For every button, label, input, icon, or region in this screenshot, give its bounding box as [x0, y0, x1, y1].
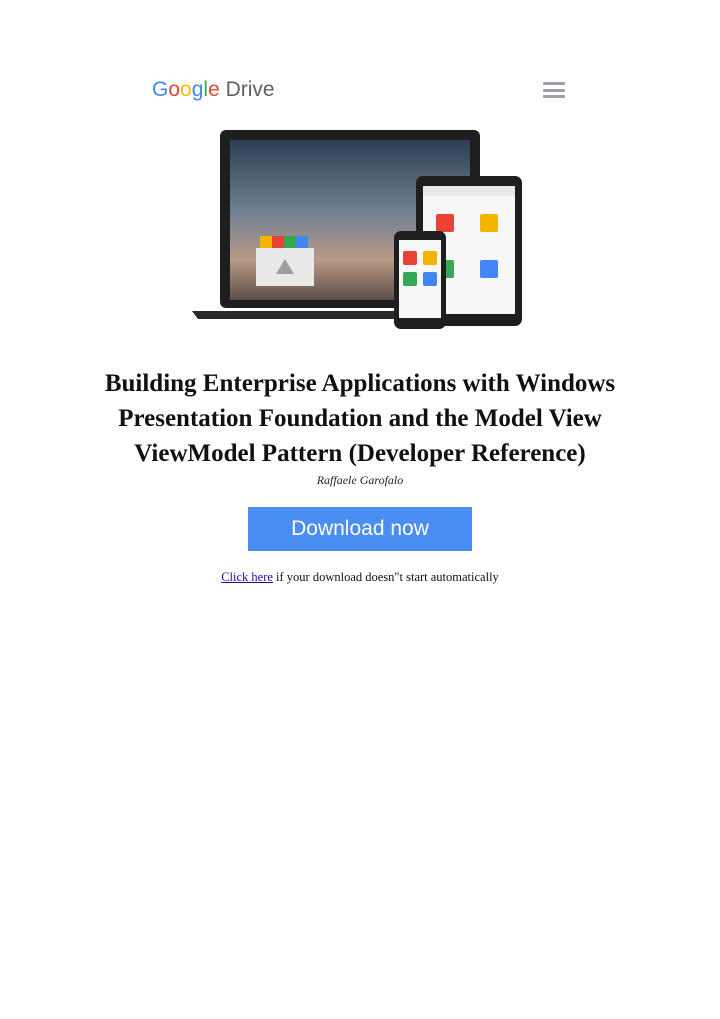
folder-icon: [256, 236, 314, 286]
book-title: [40, 366, 680, 471]
download-note-text: if your download doesn"t start automatically: [272, 570, 499, 584]
phone-illustration: [394, 231, 446, 329]
book-title-line: Building Enterprise Applications with Windows: [104, 370, 616, 397]
google-drive-logo: Google Drive: [152, 78, 275, 101]
book-title-line: ViewModel Pattern (Developer Reference): [134, 440, 586, 467]
book-author: Raffaele Garofalo: [316, 473, 404, 487]
logo-product-name: Drive: [225, 78, 275, 101]
devices-hero-image: [190, 128, 525, 333]
download-note: [0, 570, 720, 585]
download-now-button[interactable]: Download now: [248, 507, 472, 551]
hamburger-menu-icon[interactable]: [543, 82, 565, 98]
click-here-link[interactable]: Click here: [221, 570, 273, 584]
book-title-line: Presentation Foundation and the Model View: [118, 405, 602, 432]
